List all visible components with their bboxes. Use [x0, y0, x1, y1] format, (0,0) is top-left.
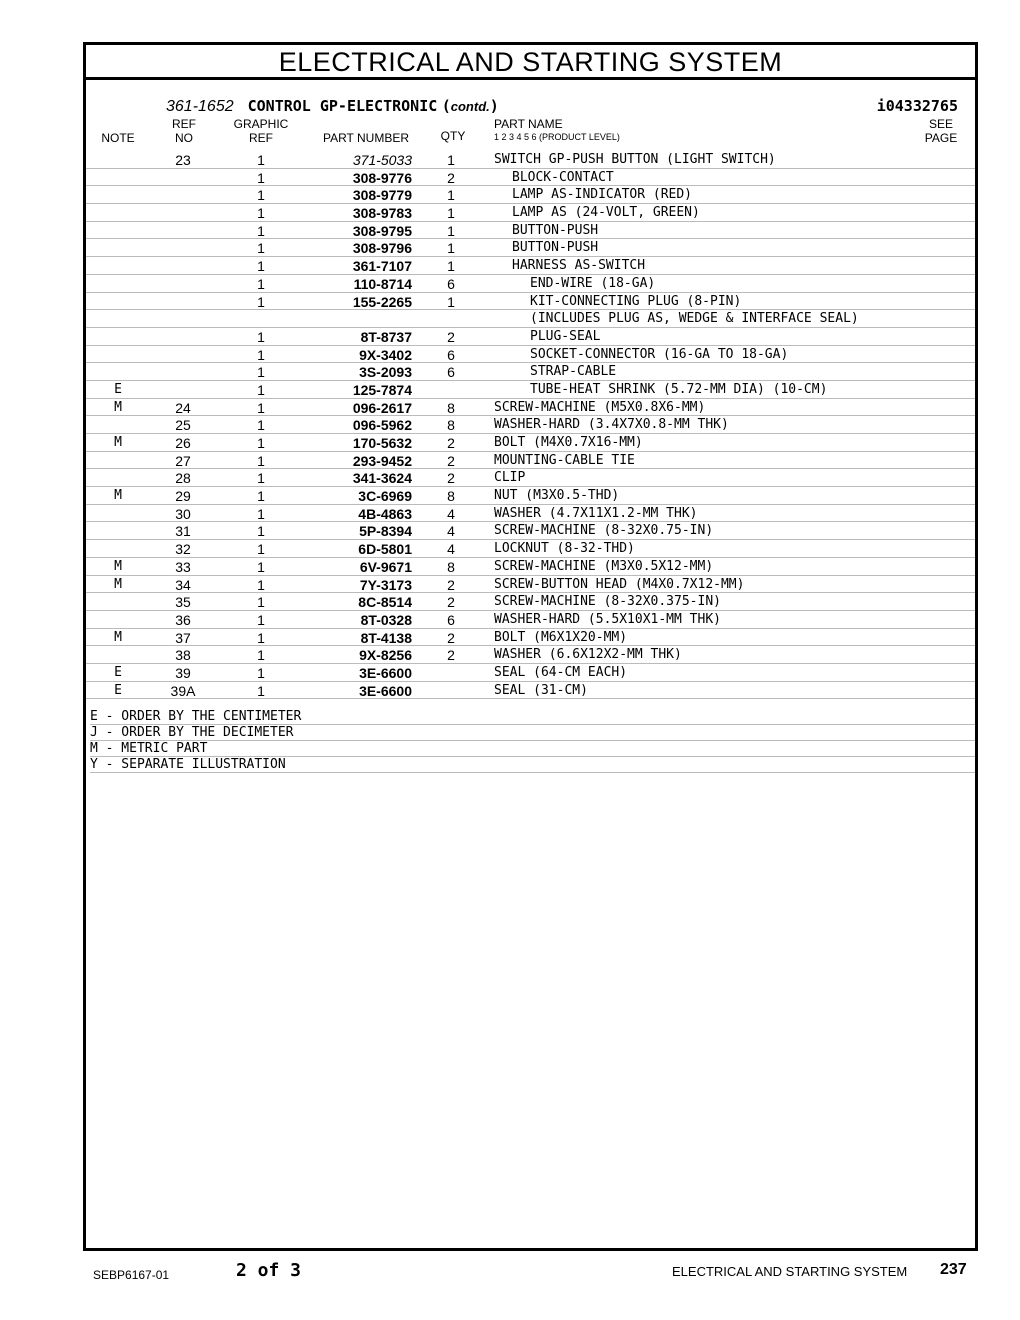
- part-name-cell: NUT (M3X0.5-THD): [494, 488, 620, 504]
- table-row: [86, 452, 975, 470]
- ref-no-cell: 36: [175, 611, 191, 628]
- page-frame: [83, 42, 978, 1251]
- part-number-cell: 096-5962: [352, 417, 412, 434]
- page-number: 237: [940, 1261, 967, 1278]
- table-row: [86, 293, 975, 311]
- qty-cell: 2: [447, 452, 455, 469]
- part-name-cell: SCREW-MACHINE (M3X0.5X12-MM): [494, 558, 714, 574]
- graphic-ref-cell: 1: [257, 328, 265, 345]
- part-name-cell: SEAL (64-CM EACH): [494, 664, 628, 680]
- part-name-cell: LAMP AS (24-VOLT, GREEN): [512, 205, 700, 221]
- qty-cell: 8: [447, 558, 455, 575]
- qty-cell: 4: [447, 523, 455, 540]
- part-name-cell: SCREW-MACHINE (M5X0.8X6-MM): [494, 399, 706, 415]
- graphic-ref-cell: 1: [257, 594, 265, 611]
- table-row: [86, 664, 975, 682]
- part-name-cell: SWITCH GP-PUSH BUTTON (LIGHT SWITCH): [494, 152, 776, 167]
- graphic-ref-cell: 1: [257, 169, 265, 186]
- table-row: [86, 611, 975, 629]
- ref-no-cell: 29: [175, 488, 191, 505]
- graphic-ref-cell: 1: [257, 664, 265, 681]
- header-note: NOTE: [101, 131, 135, 145]
- graphic-ref-cell: 1: [257, 205, 265, 222]
- graphic-ref-cell: 1: [257, 275, 265, 292]
- qty-cell: 2: [447, 629, 455, 646]
- qty-cell: 2: [447, 470, 455, 487]
- part-number-cell: 371-5033: [352, 152, 412, 168]
- part-number-cell: 341-3624: [352, 470, 412, 487]
- part-number-cell: 3C-6969: [358, 488, 412, 505]
- table-row: [86, 310, 975, 328]
- ref-no-cell: 39A: [170, 682, 196, 699]
- part-name-cell: (INCLUDES PLUG AS, WEDGE & INTERFACE SEAL): [530, 311, 859, 327]
- qty-cell: 1: [447, 187, 455, 204]
- table-row: [86, 186, 975, 204]
- graphic-ref-cell: 1: [257, 381, 265, 398]
- part-number-cell: 7Y-3173: [359, 576, 412, 593]
- note-cell: M: [114, 629, 122, 645]
- part-name-cell: END-WIRE (18-GA): [530, 275, 656, 291]
- table-row: [86, 629, 975, 647]
- legend-item: J - ORDER BY THE DECIMETER: [90, 725, 975, 741]
- ref-no-cell: 33: [175, 558, 191, 575]
- part-number-cell: 6D-5801: [358, 541, 412, 558]
- header-product-level: 1 2 3 4 5 6 (PRODUCT LEVEL): [494, 132, 620, 142]
- note-cell: E: [114, 381, 122, 397]
- table-row: [86, 151, 975, 169]
- graphic-ref-cell: 1: [257, 541, 265, 558]
- legend-item: Y - SEPARATE ILLUSTRATION: [90, 757, 975, 773]
- part-name-cell: MOUNTING-CABLE TIE: [494, 452, 635, 468]
- graphic-ref-cell: 1: [257, 470, 265, 487]
- part-number-cell: 4B-4863: [358, 505, 412, 522]
- group-contd: contd.: [450, 99, 490, 114]
- part-number-cell: 6V-9671: [359, 558, 412, 575]
- graphic-ref-cell: 1: [257, 523, 265, 540]
- doc-id: SEBP6167-01: [93, 1268, 170, 1282]
- legend-item: E - ORDER BY THE CENTIMETER: [90, 709, 975, 725]
- part-number-cell: 308-9779: [352, 187, 412, 204]
- graphic-ref-cell: 1: [257, 152, 265, 168]
- ref-no-cell: 28: [175, 470, 191, 487]
- graphic-ref-cell: 1: [257, 682, 265, 699]
- graphic-ref-cell: 1: [257, 222, 265, 239]
- part-name-cell: BUTTON-PUSH: [512, 240, 599, 256]
- part-number-cell: 308-9795: [352, 222, 412, 239]
- qty-cell: 8: [447, 417, 455, 434]
- part-number-cell: 9X-8256: [359, 647, 412, 664]
- table-row: [86, 399, 975, 417]
- graphic-ref-cell: 1: [257, 417, 265, 434]
- table-row: [86, 593, 975, 611]
- notes-legend: [90, 709, 975, 773]
- graphic-ref-cell: 1: [257, 505, 265, 522]
- table-row: [86, 576, 975, 594]
- table-row: [86, 522, 975, 540]
- part-number-cell: 5P-8394: [359, 523, 412, 540]
- part-number-cell: 3E-6600: [359, 664, 412, 681]
- qty-cell: 2: [447, 576, 455, 593]
- ref-no-cell: 23: [175, 152, 191, 168]
- qty-cell: 8: [447, 399, 455, 416]
- ref-no-cell: 35: [175, 594, 191, 611]
- table-row: [86, 487, 975, 505]
- part-number-cell: 308-9796: [352, 240, 412, 257]
- header-see-top: SEE: [928, 117, 953, 131]
- part-number-cell: 361-7107: [352, 258, 412, 275]
- graphic-ref-cell: 1: [257, 399, 265, 416]
- qty-cell: 1: [447, 152, 455, 168]
- part-name-cell: CLIP: [494, 470, 526, 486]
- qty-cell: 1: [447, 205, 455, 222]
- qty-cell: 2: [447, 328, 455, 345]
- header-graphic-top: GRAPHIC: [233, 117, 289, 131]
- graphic-ref-cell: 1: [257, 258, 265, 275]
- qty-cell: 1: [447, 258, 455, 275]
- part-number-cell: 308-9783: [352, 205, 412, 222]
- header-graphic-bottom: REF: [249, 131, 273, 145]
- qty-cell: 2: [447, 594, 455, 611]
- table-row: [86, 505, 975, 523]
- parts-table: [86, 151, 975, 699]
- part-name-cell: LOCKNUT (8-32-THD): [494, 541, 635, 557]
- table-row: [86, 346, 975, 364]
- header-qty: QTY: [440, 129, 466, 143]
- table-row: [86, 381, 975, 399]
- graphic-ref-cell: 1: [257, 240, 265, 257]
- graphic-ref-cell: 1: [257, 488, 265, 505]
- graphic-ref-cell: 1: [257, 346, 265, 363]
- table-row: [86, 275, 975, 293]
- qty-cell: 1: [447, 240, 455, 257]
- part-name-cell: LAMP AS-INDICATOR (RED): [512, 187, 693, 203]
- note-cell: M: [114, 558, 122, 574]
- part-number-cell: 125-7874: [352, 381, 412, 398]
- part-name-cell: BLOCK-CONTACT: [512, 169, 614, 185]
- qty-cell: 2: [447, 647, 455, 664]
- graphic-ref-cell: 1: [257, 435, 265, 451]
- part-name-cell: WASHER-HARD (5.5X10X1-MM THK): [494, 611, 721, 627]
- part-name-cell: HARNESS AS-SWITCH: [512, 258, 646, 274]
- group-close-paren: ): [489, 97, 499, 115]
- part-number-cell: 3E-6600: [359, 682, 412, 699]
- header-ref-top: REF: [172, 117, 196, 131]
- graphic-ref-cell: 1: [257, 293, 265, 310]
- header-part-number: PART NUMBER: [322, 131, 409, 145]
- graphic-ref-cell: 1: [257, 629, 265, 646]
- qty-cell: 6: [447, 275, 455, 292]
- part-number-cell: 9X-3402: [359, 346, 412, 363]
- footer-section: ELECTRICAL AND STARTING SYSTEM: [672, 1264, 908, 1279]
- graphic-ref-cell: 1: [257, 611, 265, 628]
- part-number-cell: 110-8714: [353, 275, 412, 292]
- part-number-cell: 096-2617: [352, 399, 412, 416]
- header-ref-bottom: NO: [175, 131, 193, 145]
- qty-cell: 2: [447, 435, 455, 451]
- table-row: [86, 328, 975, 346]
- part-name-cell: TUBE-HEAT SHRINK (5.72-MM DIA) (10-CM): [530, 381, 828, 397]
- part-name-cell: KIT-CONNECTING PLUG (8-PIN): [530, 293, 742, 309]
- ref-no-cell: 25: [175, 417, 191, 434]
- graphic-ref-cell: 1: [257, 452, 265, 469]
- ref-no-cell: 24: [175, 399, 191, 416]
- qty-cell: 6: [447, 346, 455, 363]
- ref-no-cell: 38: [175, 647, 191, 664]
- graphic-ref-cell: 1: [257, 187, 265, 204]
- table-row: [86, 169, 975, 187]
- qty-cell: 4: [447, 541, 455, 558]
- part-name-cell: SCREW-MACHINE (8-32X0.75-IN): [494, 523, 714, 539]
- note-cell: E: [114, 664, 122, 680]
- note-cell: M: [114, 399, 122, 415]
- table-row: [86, 204, 975, 222]
- part-number-cell: 155-2265: [352, 293, 412, 310]
- ref-no-cell: 31: [175, 523, 191, 540]
- table-row: [86, 646, 975, 664]
- part-name-cell: SCREW-MACHINE (8-32X0.375-IN): [494, 594, 721, 610]
- part-name-cell: PLUG-SEAL: [530, 328, 601, 344]
- part-name-cell: BOLT (M6X1X20-MM): [494, 629, 628, 645]
- ref-no-cell: 30: [175, 505, 191, 522]
- table-row: [86, 363, 975, 381]
- qty-cell: 8: [447, 488, 455, 505]
- qty-cell: 1: [447, 222, 455, 239]
- part-number-cell: 8T-8737: [360, 328, 412, 345]
- ref-no-cell: 26: [175, 435, 191, 451]
- group-heading: [166, 97, 958, 117]
- ref-no-cell: 39: [175, 664, 191, 681]
- table-row: [86, 540, 975, 558]
- qty-cell: 6: [447, 364, 455, 381]
- header-part-name: PART NAME: [494, 117, 563, 131]
- qty-cell: 1: [447, 293, 455, 310]
- ref-no-cell: 32: [175, 541, 191, 558]
- group-name: CONTROL GP-ELECTRONIC: [247, 97, 438, 115]
- part-number-cell: 308-9776: [352, 169, 412, 186]
- table-row: [86, 257, 975, 275]
- part-number-cell: 3S-2093: [359, 364, 412, 381]
- part-number-cell: 170-5632: [352, 435, 412, 451]
- ref-no-cell: 37: [175, 629, 191, 646]
- qty-cell: 4: [447, 505, 455, 522]
- part-name-cell: STRAP-CABLE: [530, 364, 617, 380]
- part-number-cell: 8T-4138: [360, 629, 412, 646]
- graphic-ref-cell: 1: [257, 364, 265, 381]
- note-cell: E: [114, 682, 122, 698]
- group-open-paren: (: [441, 97, 451, 115]
- graphic-ref-cell: 1: [257, 576, 265, 593]
- note-cell: M: [114, 435, 122, 450]
- part-name-cell: WASHER-HARD (3.4X7X0.8-MM THK): [494, 417, 729, 433]
- page-of: 2 of 3: [236, 1260, 302, 1281]
- part-name-cell: BUTTON-PUSH: [512, 222, 599, 238]
- table-row: [86, 434, 975, 452]
- group-id: i04332765: [876, 97, 958, 115]
- legend-item: M - METRIC PART: [90, 741, 975, 757]
- table-row: [86, 469, 975, 487]
- part-name-cell: SEAL (31-CM): [494, 682, 588, 698]
- ref-no-cell: 27: [175, 452, 191, 469]
- qty-cell: 6: [447, 611, 455, 628]
- part-name-cell: SOCKET-CONNECTOR (16-GA TO 18-GA): [530, 346, 789, 362]
- table-row: [86, 239, 975, 257]
- part-name-cell: WASHER (6.6X12X2-MM THK): [494, 647, 682, 663]
- group-number: 361-1652: [166, 98, 234, 115]
- part-number-cell: 8C-8514: [358, 594, 412, 611]
- note-cell: M: [114, 488, 122, 504]
- header-see-bottom: PAGE: [924, 131, 958, 145]
- qty-cell: 2: [447, 169, 455, 186]
- part-name-cell: BOLT (M4X0.7X16-MM): [494, 435, 643, 450]
- table-row: [86, 558, 975, 576]
- page-title: ELECTRICAL AND STARTING SYSTEM: [86, 45, 975, 80]
- table-row: [86, 222, 975, 240]
- part-number-cell: 293-9452: [352, 452, 412, 469]
- table-row: [86, 682, 975, 700]
- ref-no-cell: 34: [175, 576, 191, 593]
- table-row: [86, 416, 975, 434]
- graphic-ref-cell: 1: [257, 647, 265, 664]
- note-cell: M: [114, 576, 122, 592]
- part-number-cell: 8T-0328: [360, 611, 412, 628]
- part-name-cell: WASHER (4.7X11X1.2-MM THK): [494, 505, 698, 521]
- part-name-cell: SCREW-BUTTON HEAD (M4X0.7X12-MM): [494, 576, 745, 592]
- graphic-ref-cell: 1: [257, 558, 265, 575]
